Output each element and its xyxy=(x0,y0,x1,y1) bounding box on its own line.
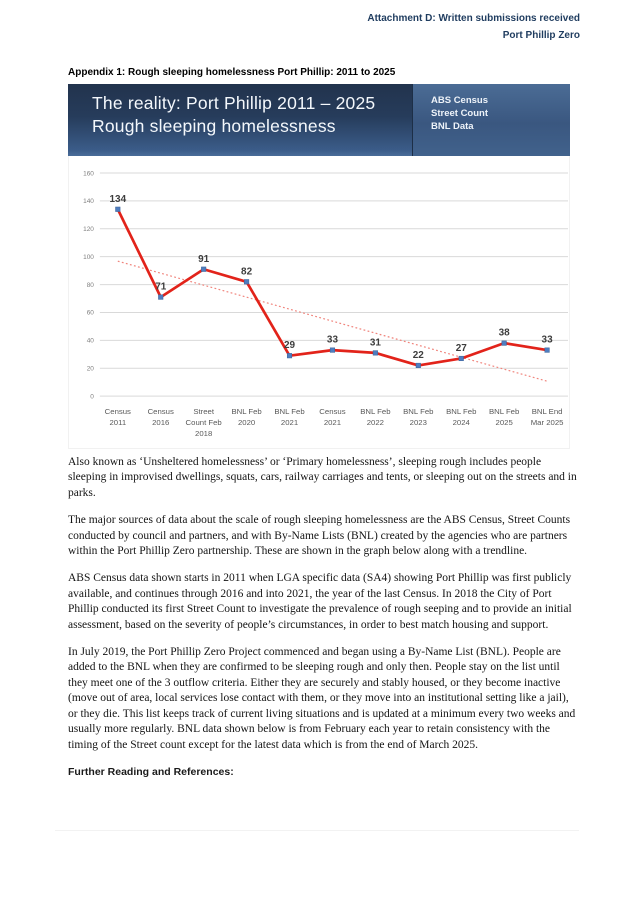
data-point-marker xyxy=(330,348,335,353)
y-tick-label: 160 xyxy=(83,170,94,178)
header-attachment-line: Attachment D: Written submissions received xyxy=(367,13,580,24)
y-tick-label: 100 xyxy=(83,253,94,261)
data-label: 38 xyxy=(498,327,510,339)
data-label: 71 xyxy=(155,281,167,293)
x-category-label: 2020 xyxy=(237,418,256,428)
x-category-label: 2025 xyxy=(495,418,513,428)
data-label: 29 xyxy=(283,340,296,352)
y-tick-label: 120 xyxy=(83,226,94,234)
data-label: 22 xyxy=(412,349,424,361)
y-tick-label: 140 xyxy=(83,198,94,206)
chart-banner xyxy=(68,84,570,156)
data-label: 91 xyxy=(198,253,210,265)
data-point-marker xyxy=(244,279,249,284)
paragraph-bnl-explanation: In July 2019, the Port Phillip Zero Project commenced and began using a By-Name List (BNL). People are added to the BNL when they are confirmed to be sleeping rough and only then. People stay on the list until they meet one of the 3 outflow criteria. Either they are securely and stably housed, or they become inactive (move out of area, local services lose contact with them, or they move into an institutional setting like a jail), or they die. This list keeps track of current living situations and is updated at a minimum every two weeks and usually more regularly. BNL data shown below is from February each year to retain consistency with the timing of the Street count except for the latest data which is from the end of March 2025. xyxy=(68,646,576,751)
data-label: 31 xyxy=(369,337,381,349)
data-point-marker xyxy=(201,267,206,272)
x-category-label: 2022 xyxy=(366,418,384,428)
data-point-marker xyxy=(116,207,121,212)
data-point-marker xyxy=(287,353,292,358)
x-category-label: 2021 xyxy=(280,418,299,428)
data-point-marker xyxy=(459,356,464,361)
x-category-label: BNL Feb xyxy=(231,407,262,417)
data-label: 134 xyxy=(109,193,127,205)
chart-banner-title xyxy=(68,84,412,156)
x-category-label: 2024 xyxy=(452,418,470,428)
trendline xyxy=(118,261,547,381)
x-category-label: 2011 xyxy=(109,418,127,428)
source-street-count: Street Count xyxy=(431,108,488,119)
source-abs-census: ABS Census xyxy=(431,95,489,106)
homelessness-line-chart xyxy=(68,156,570,449)
appendix-heading: Appendix 1: Rough sleeping homelessness Port Phillip: 2011 to 2025 xyxy=(68,67,396,78)
further-reading-heading: Further Reading and References: xyxy=(68,765,234,778)
x-category-label: Mar 2025 xyxy=(530,418,564,428)
x-category-label: BNL Feb xyxy=(489,407,520,417)
data-label: 82 xyxy=(241,266,253,278)
header-org-line: Port Phillip Zero xyxy=(502,30,580,41)
document-header xyxy=(367,10,580,44)
x-category-label: BNL Feb xyxy=(274,407,305,417)
x-category-label: Census xyxy=(147,407,174,417)
y-tick-label: 40 xyxy=(86,337,94,345)
x-category-label: 2018 xyxy=(195,428,213,438)
x-category-label: Census xyxy=(319,407,346,417)
data-point-marker xyxy=(545,348,550,353)
y-tick-label: 20 xyxy=(86,365,94,373)
x-category-label: BNL End xyxy=(531,407,563,417)
x-category-label: 2023 xyxy=(409,418,427,428)
paragraph-definition: Also known as ‘Unsheltered homelessness’ or ‘Primary homelessness’, sleeping rough includes people sleeping in improvised dwellings, squats, cars, railway carriages and tents, or sleeping out on the streets and in parks. xyxy=(68,456,577,499)
data-label: 27 xyxy=(455,343,467,355)
data-label: 33 xyxy=(326,334,338,346)
banner-title-line2: Rough sleeping homelessness xyxy=(92,116,336,136)
text-frame-rule xyxy=(55,830,579,831)
banner-title-line1: The reality: Port Phillip 2011 – 2025 xyxy=(92,93,376,113)
paragraph-census-history: ABS Census data shown starts in 2011 when LGA specific data (SA4) showing Port Phillip was first publicly available, and continues through 2016 and into 2021, the year of the last Census. In 2018 the City of Port Phillip conducted its first Street Count to investigate the prevalence of rough seeping and to provide an initial assessment, based on the severity of people’s circumstances, in order to best match housing and support. xyxy=(68,572,572,631)
x-category-label: Street xyxy=(193,407,215,417)
body-text xyxy=(68,455,580,780)
x-category-label: BNL Feb xyxy=(360,407,391,417)
paragraph-data-sources: The major sources of data about the scale of rough sleeping homelessness are the ABS Census, Street Counts conducted by council and partners, and with By-Name Lists (BNL) created by the agencies who are partners within the Port Phillip Zero partnership. These are shown in the graph below along with a trendline. xyxy=(68,514,571,558)
source-bnl-data: BNL Data xyxy=(431,121,474,132)
x-category-label: 2021 xyxy=(323,418,342,428)
y-tick-label: 0 xyxy=(90,393,94,401)
y-tick-label: 60 xyxy=(86,309,94,317)
x-category-label: 2016 xyxy=(152,418,170,428)
x-category-label: Count Feb xyxy=(185,418,222,428)
data-point-marker xyxy=(416,363,421,368)
x-category-label: BNL Feb xyxy=(403,407,434,417)
data-point-marker xyxy=(502,341,507,346)
chart-data-sources xyxy=(412,84,570,156)
chart-figure xyxy=(68,84,570,449)
data-point-marker xyxy=(373,351,378,356)
y-tick-label: 80 xyxy=(86,281,94,289)
x-category-label: BNL Feb xyxy=(446,407,477,417)
data-label: 33 xyxy=(541,334,553,346)
data-point-marker xyxy=(158,295,163,300)
x-category-label: Census xyxy=(104,407,131,417)
